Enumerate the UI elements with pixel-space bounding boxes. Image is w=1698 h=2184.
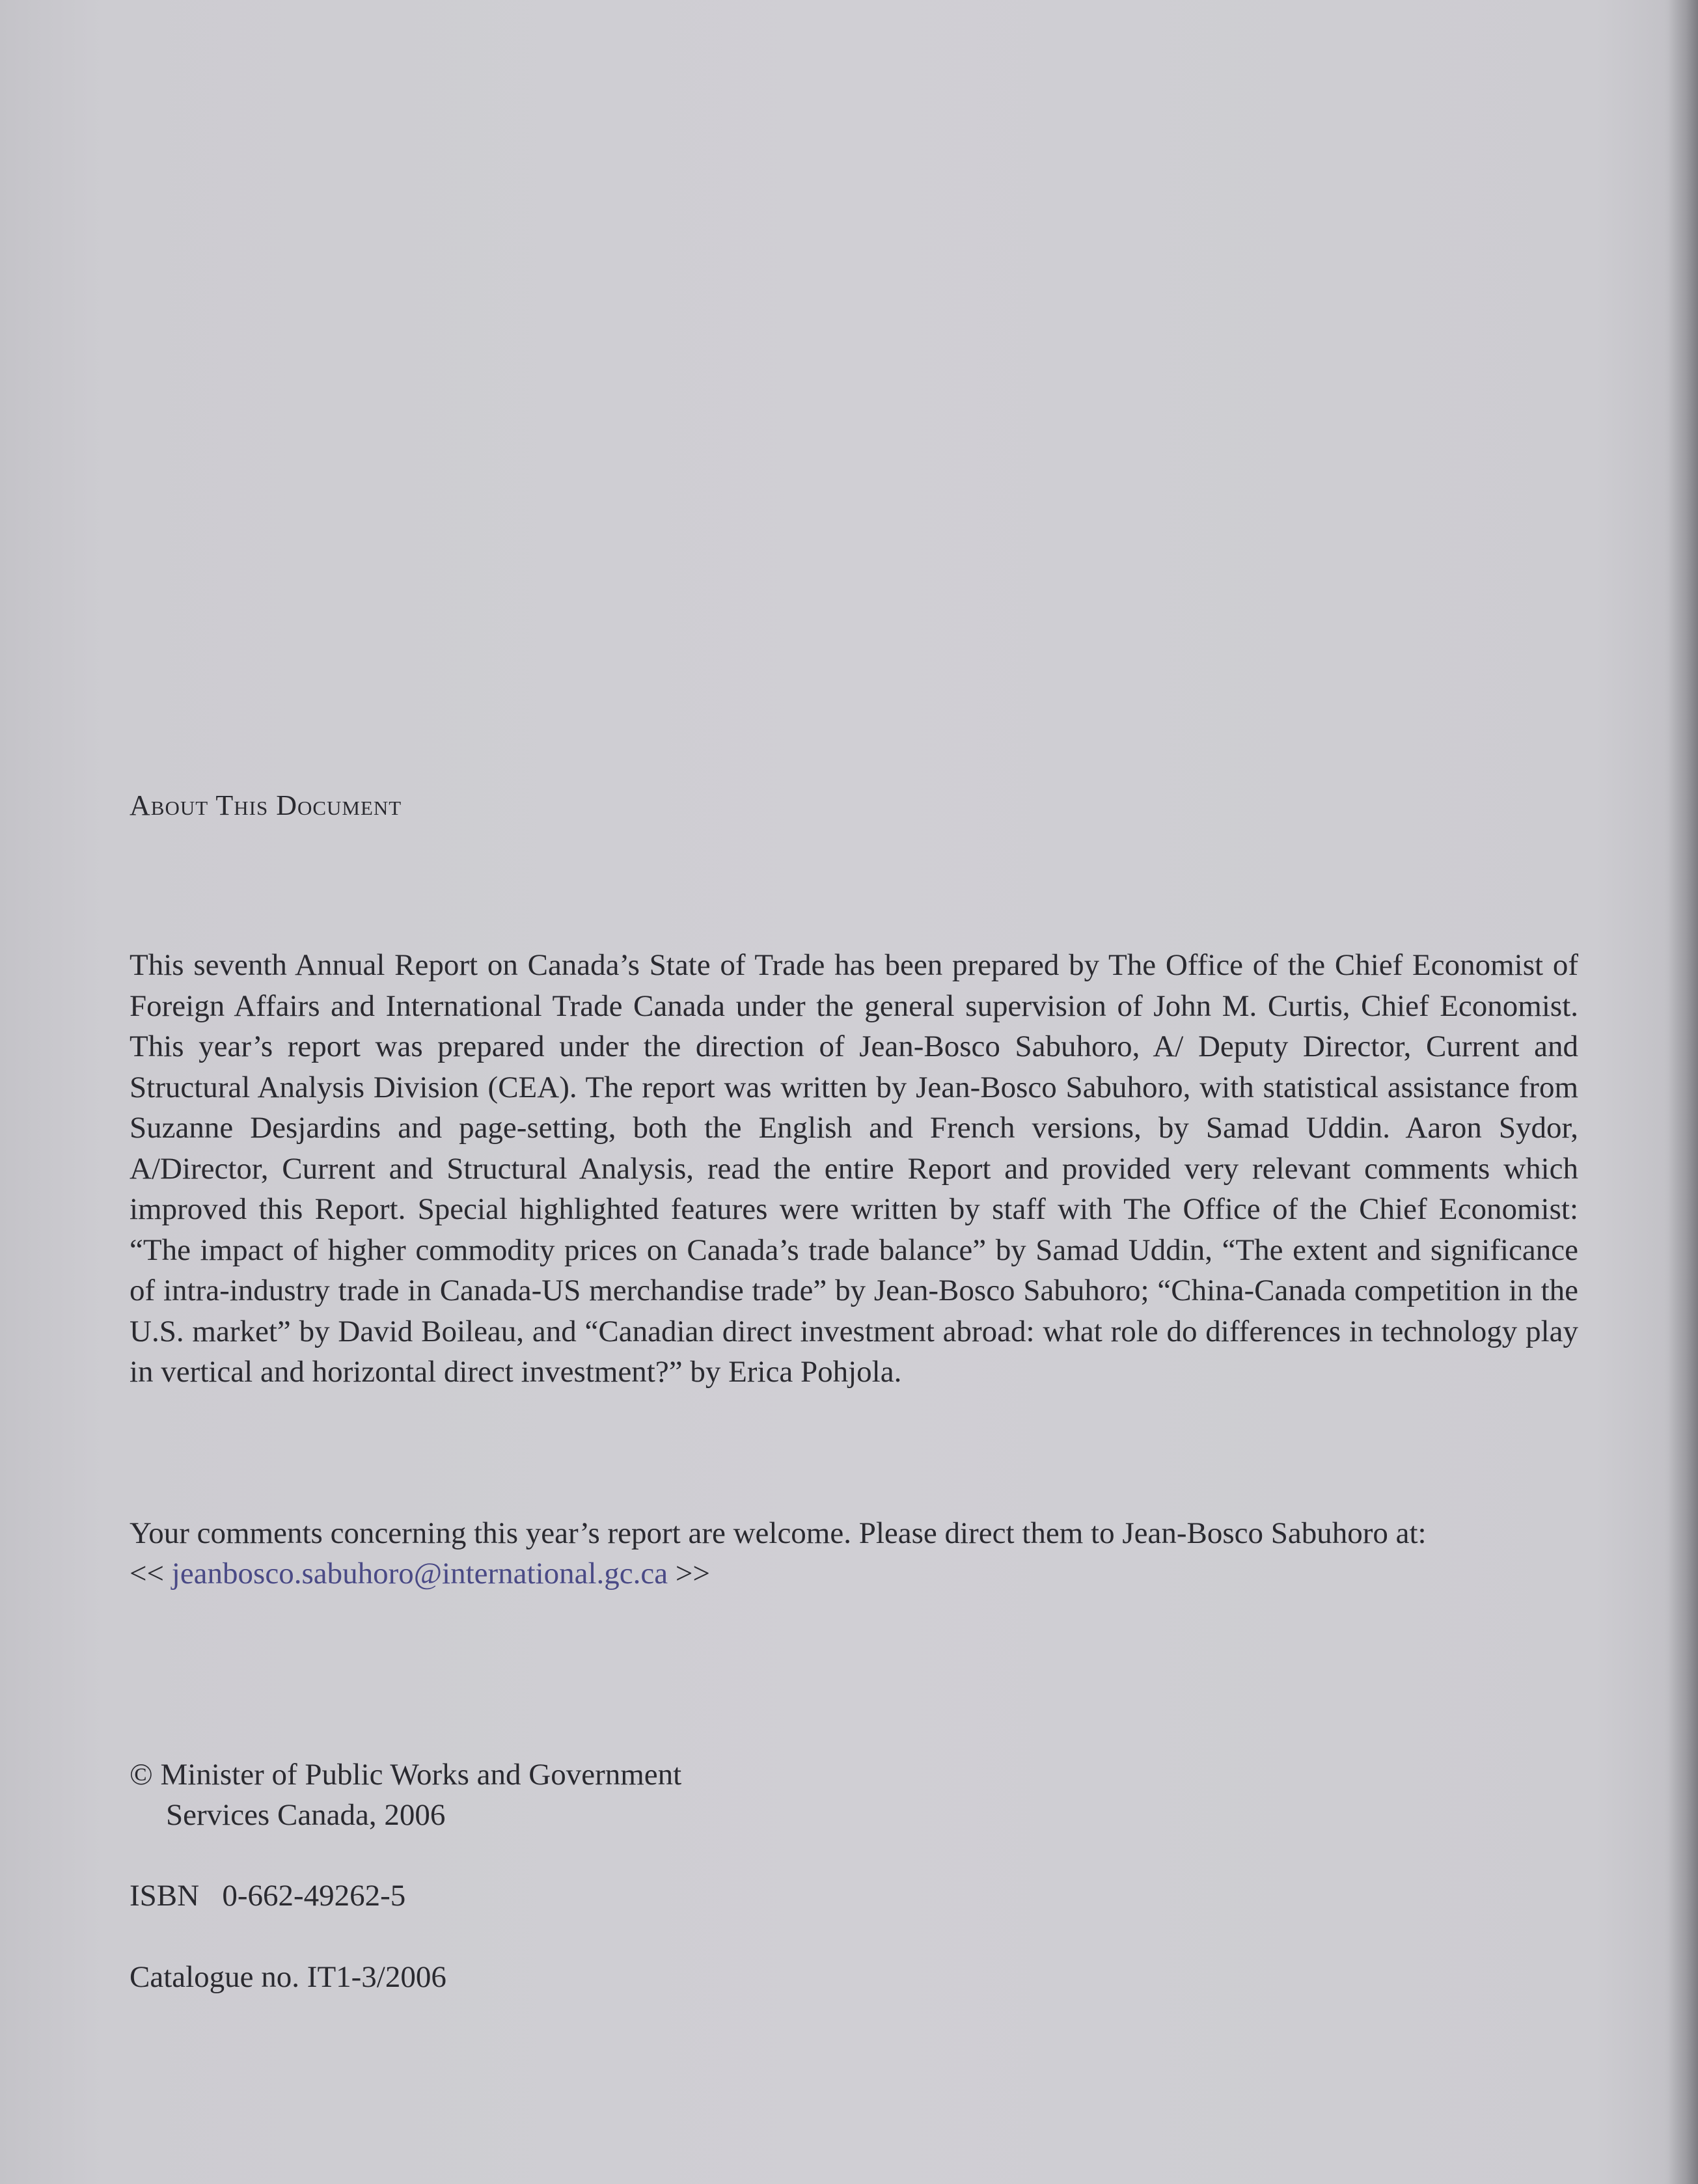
binding-shadow (1668, 0, 1698, 2184)
isbn: ISBN 0-662-49262-5 (130, 1879, 406, 1913)
copyright-notice (130, 1754, 681, 1835)
catalogue-number: Catalogue no. IT1-3/2006 (130, 1960, 446, 1994)
email-link[interactable]: jeanbosco.sabuhoro@international.gc.ca (171, 1557, 668, 1590)
copyright-line-1: © Minister of Public Works and Government (130, 1758, 682, 1792)
email-open-bracket: << (130, 1557, 172, 1590)
copyright-line-2: Services Canada, 2006 (166, 1798, 446, 1832)
comments-text: Your comments concerning this year’s report are welcome. Please direct them to Jean-Bosco Sabuhoro at: (130, 1516, 1427, 1550)
email-close-bracket: >> (668, 1557, 710, 1590)
comments-paragraph (130, 1513, 1578, 1594)
about-paragraph: This seventh Annual Report on Canada’s State of Trade has been prepared by The Office of the Chief Economist of Foreign Affairs and International Trade Canada under the general supervision of John M. Curtis, Chief Economist. This year’s report was prepared under the direction of Jean-Bosco Sabuhoro, A/ Deputy Director, Current and Structural Analysis Division (CEA). The report was written by Jean-Bosco Sabuhoro, with statistical assistance from Suzanne Desjardins and page-setting, both the English and French versions, by Samad Uddin. Aaron Sydor, A/Director, Current and Structural Analysis, read the entire Report and provided very relevant comments which improved this Report. Special highlighted features were written by staff with The Office of the Chief Economist: “The impact of higher commodity prices on Canada’s trade balance” by Samad Uddin, “The extent and significance of intra-industry trade in Canada-US merchandise trade” by Jean-Bosco Sabuhoro; “China-Canada competition in the U.S. market” by David Boileau, and “Canadian direct investment abroad: what role do differences in technology play in vertical and horizontal direct investment?” by Erica Pohjola. (130, 948, 1578, 1389)
section-heading: About This Document (130, 789, 402, 821)
